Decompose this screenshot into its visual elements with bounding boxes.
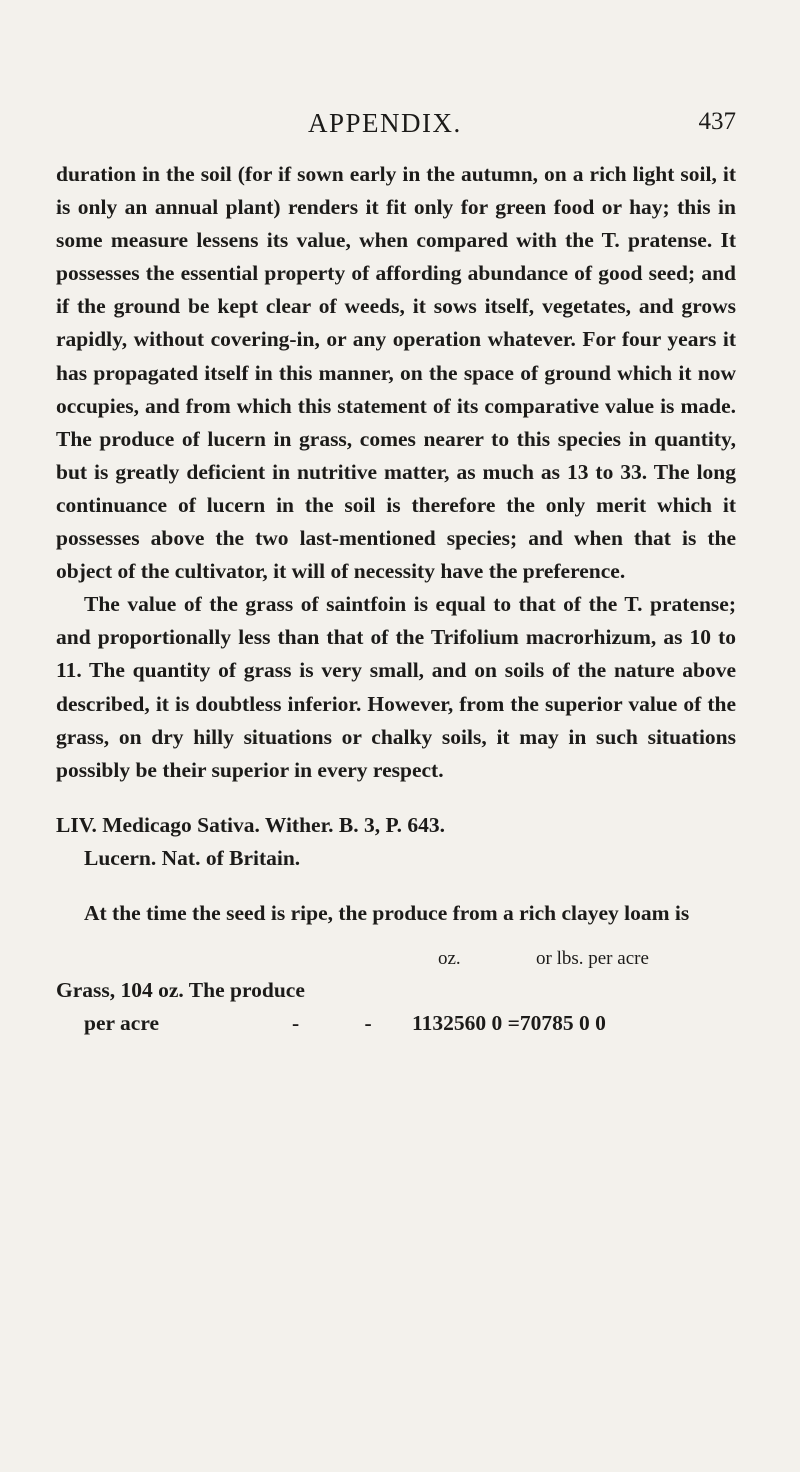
section-gap bbox=[56, 875, 736, 897]
unit-lbs: or lbs. per acre bbox=[536, 948, 649, 970]
page-body bbox=[56, 158, 736, 1042]
produce-table bbox=[56, 940, 736, 1042]
paragraph-saintfoin: The value of the grass of saintfoin is equal to that of the T. pratense; and proportionally less than that of the Trifolium macrorhizum, as 10 to 11. The quantity of grass is very small, and on soils of the nature above described, it is doubtless inferior. However, from the superior value of the grass, on dry hilly situations or chalky soils, it may in such situations possibly be their superior in every respect. bbox=[56, 592, 736, 782]
page-number: 437 bbox=[698, 108, 736, 135]
leader-dashes: - - bbox=[292, 1011, 402, 1036]
unit-header-row bbox=[56, 940, 736, 970]
per-acre-values: 1132560 0 =70785 0 0 bbox=[412, 1011, 606, 1036]
entry-subtitle: Lucern. Nat. of Britain. bbox=[84, 845, 301, 870]
entry-intro: At the time the seed is ripe, the produce from a rich clayey loam is bbox=[84, 900, 690, 925]
running-head: APPENDIX. bbox=[308, 108, 462, 138]
unit-oz: oz. bbox=[438, 948, 461, 970]
per-acre-label: per acre bbox=[84, 1011, 160, 1036]
grass-row: Grass, 104 oz. The produce bbox=[56, 978, 305, 1003]
section-gap bbox=[56, 787, 736, 809]
entry-heading bbox=[56, 809, 736, 875]
paragraph-continued: duration in the soil (for if sown early in the autumn, on a rich light soil, it is only an annual plant) renders it fit only for green food or hay; this in some measure lessens its value, when compared with the T. pratense. It possesses the essential property of affording abundance of good seed; and if the ground be kept clear of weeds, it sows itself, vegetates, and grows rapidly, without covering-in, or any operation whatever. For four years it has propagated itself in this manner, on the space of ground which it now occupies, and from which this statement of its comparative value is made. The produce of lucern in grass, comes nearer to this species in quantity, but is greatly deficient in nutritive matter, as much as 13 to 33. The long continuance of lucern in the soil is therefore the only merit which it possesses above the two last-mentioned species; and when that is the object of the cultivator, it will of necessity have the preference. bbox=[56, 162, 736, 584]
entry-title: LIV. Medicago Sativa. Wither. B. 3, P. 643. bbox=[56, 812, 446, 837]
per-acre-row bbox=[56, 1007, 736, 1040]
page-header bbox=[0, 108, 800, 148]
